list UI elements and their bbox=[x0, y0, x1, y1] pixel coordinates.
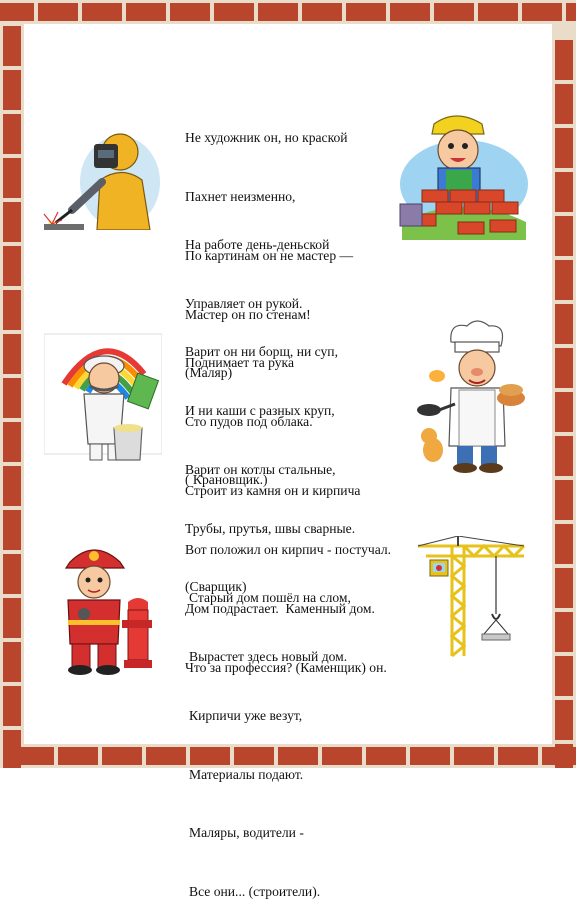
brick bbox=[454, 747, 494, 765]
brick bbox=[170, 3, 210, 21]
poem-line: Варит он котлы стальные, bbox=[185, 461, 336, 477]
poem-answer: (Маляр) bbox=[185, 365, 233, 381]
brick bbox=[82, 3, 122, 21]
brick bbox=[346, 3, 386, 21]
brick bbox=[3, 334, 21, 374]
brick bbox=[3, 70, 21, 110]
brick bbox=[3, 158, 21, 198]
poem-line: На работе день-деньской bbox=[185, 237, 330, 253]
brick bbox=[3, 510, 21, 550]
poem-line: По картинам он не мастер — bbox=[185, 247, 354, 263]
brick bbox=[555, 700, 573, 740]
brick bbox=[566, 3, 576, 21]
brick bbox=[302, 3, 342, 21]
brick bbox=[555, 392, 573, 432]
poem-line: Дом подрастает. Каменный дом. bbox=[185, 600, 375, 616]
poem-line: Вот положил он кирпич - постучал. bbox=[185, 541, 392, 557]
brick bbox=[214, 3, 254, 21]
poem-line: Вырастет здесь новый дом. bbox=[189, 648, 348, 664]
poem-line: Строит из камня он и кирпича bbox=[185, 483, 361, 499]
brick bbox=[555, 260, 573, 300]
brick bbox=[258, 3, 298, 21]
poem-answer: Все они... (строители). bbox=[189, 884, 321, 900]
brick bbox=[3, 466, 21, 506]
poem-line: Материалы подают. bbox=[189, 766, 304, 782]
poem-line: Управляет он рукой. bbox=[185, 295, 303, 311]
brick bbox=[555, 348, 573, 388]
poem-line: Варит он ни борщ, ни суп, bbox=[185, 344, 338, 360]
poem-builders bbox=[189, 549, 351, 921]
brick bbox=[3, 202, 21, 242]
brick bbox=[498, 747, 538, 765]
brick bbox=[3, 290, 21, 330]
poem-line: И ни каши с разных круп, bbox=[185, 402, 335, 418]
poem-line: Трубы, прутья, швы сварные. bbox=[185, 520, 356, 536]
brick bbox=[434, 3, 474, 21]
poem-line: Сто пудов под облака. bbox=[185, 413, 313, 429]
brick bbox=[555, 656, 573, 696]
brick bbox=[555, 524, 573, 564]
welder-icon bbox=[42, 120, 160, 230]
poem-answer: ( Крановщик.) bbox=[185, 472, 268, 488]
brick bbox=[58, 747, 98, 765]
brick bbox=[390, 3, 430, 21]
brick bbox=[478, 3, 518, 21]
firefighter-icon bbox=[58, 540, 152, 678]
brick bbox=[555, 436, 573, 476]
brick bbox=[555, 612, 573, 652]
brick bbox=[410, 747, 450, 765]
brick bbox=[38, 3, 78, 21]
painter-icon bbox=[44, 314, 162, 470]
brick bbox=[555, 128, 573, 168]
poem-line: Маляры, водители - bbox=[189, 825, 304, 841]
brick bbox=[522, 3, 562, 21]
brick bbox=[3, 246, 21, 286]
brick bbox=[3, 422, 21, 462]
brick bbox=[3, 598, 21, 638]
brick bbox=[555, 216, 573, 256]
poem-line: Мастер он по стенам! bbox=[185, 306, 311, 322]
cook-icon bbox=[415, 318, 531, 478]
brick bbox=[555, 744, 573, 768]
poem-line: Старый дом пошёл на слом, bbox=[189, 590, 351, 606]
poem-line: Не художник он, но краской bbox=[185, 130, 348, 146]
poem-line: Поднимает та рука bbox=[185, 354, 294, 370]
brick bbox=[102, 747, 142, 765]
brick bbox=[555, 480, 573, 520]
crane-icon bbox=[412, 536, 528, 660]
brick bbox=[555, 568, 573, 608]
brick bbox=[555, 304, 573, 344]
poem-line: Пахнет неизменно, bbox=[185, 188, 296, 204]
poem-line: Что за профессия? (Каменщик) он. bbox=[185, 659, 387, 675]
brick bbox=[0, 3, 34, 21]
bricklayer-icon bbox=[398, 112, 530, 240]
brick bbox=[3, 642, 21, 682]
brick bbox=[3, 554, 21, 594]
brick bbox=[3, 730, 21, 768]
brick bbox=[3, 378, 21, 418]
brick bbox=[366, 747, 406, 765]
poem-answer: (Сварщик) bbox=[185, 579, 247, 595]
brick bbox=[126, 3, 166, 21]
brick bbox=[555, 40, 573, 80]
poem-line: Кирпичи уже везут, bbox=[189, 707, 303, 723]
brick bbox=[3, 686, 21, 726]
brick bbox=[3, 114, 21, 154]
brick bbox=[3, 26, 21, 66]
brick bbox=[146, 747, 186, 765]
brick bbox=[555, 84, 573, 124]
brick bbox=[555, 172, 573, 212]
